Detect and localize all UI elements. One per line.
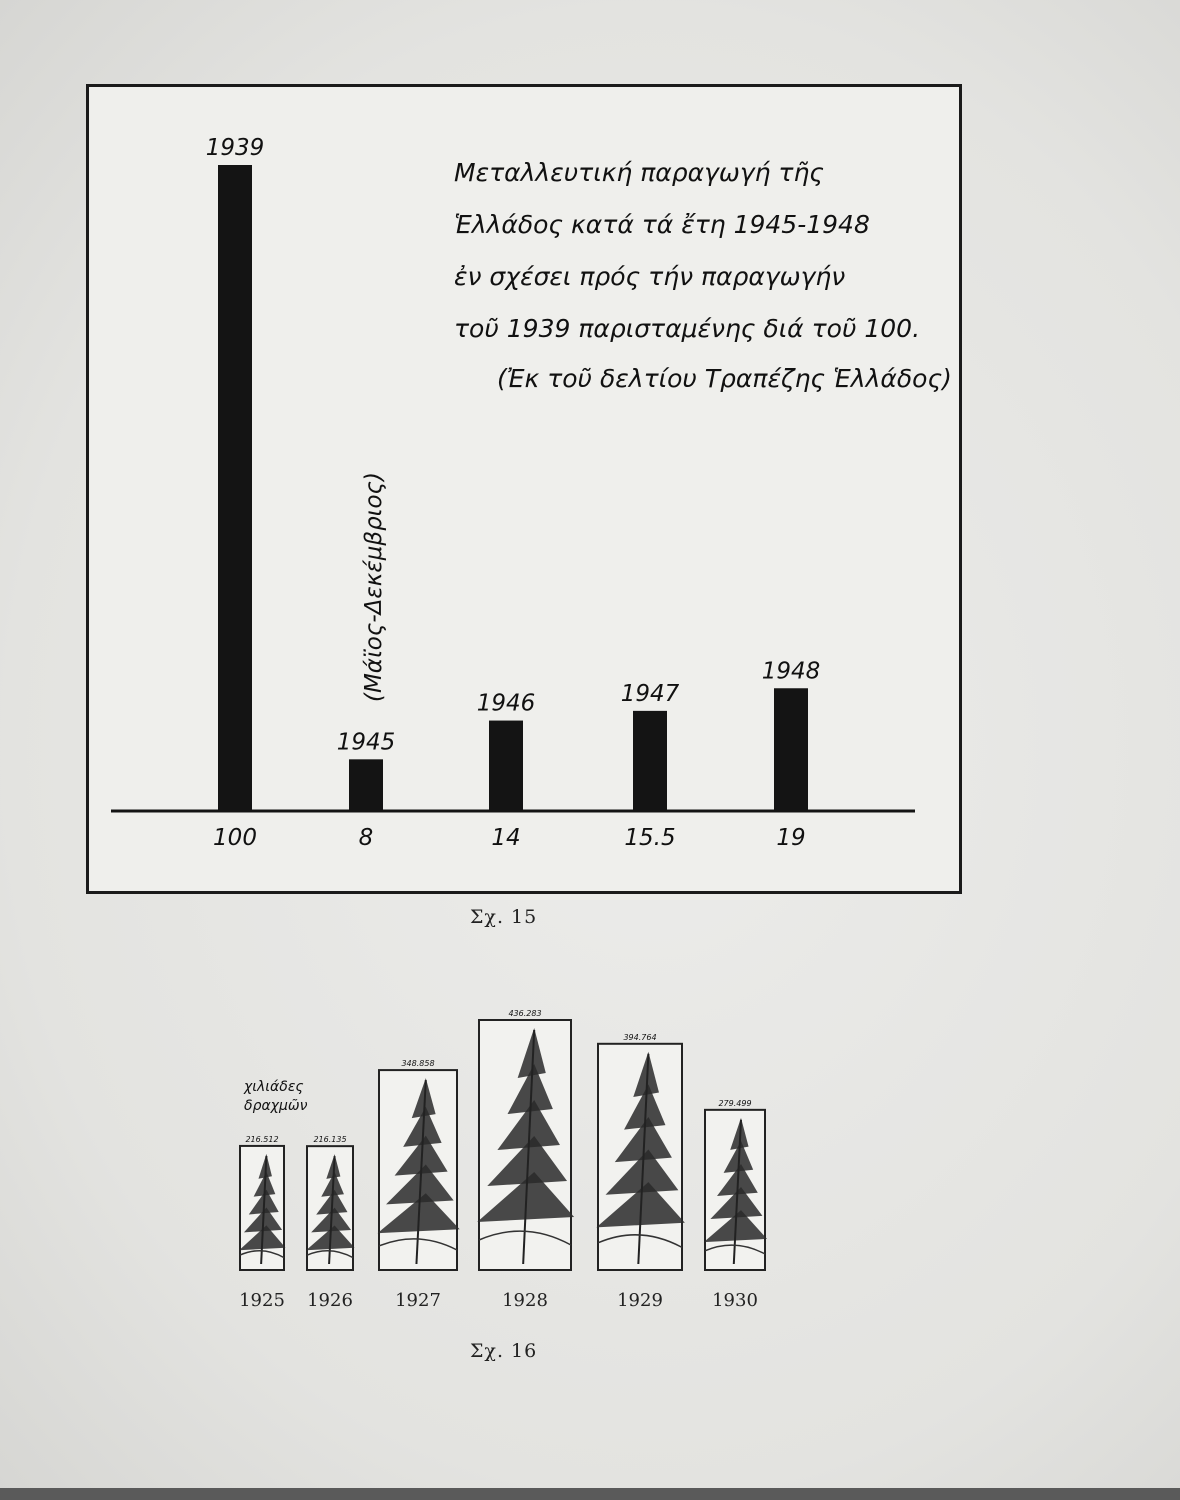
figure-15-frame xyxy=(86,84,962,894)
year-label-1930: 1930 xyxy=(712,1290,758,1311)
figure-16-caption: Σχ. 16 xyxy=(470,1340,538,1362)
chart-title-line-2: Ἑλλάδος κατά τά ἔτη 1945-1948 xyxy=(454,210,870,239)
annotation-may-december: (Μάϊος-Δεκέμβριος) xyxy=(361,471,387,703)
unit-label-line-2: δραχμῶν xyxy=(244,1098,308,1114)
year-label-1928: 1928 xyxy=(502,1290,548,1311)
year-label-1947: 1947 xyxy=(620,680,680,707)
year-label-1946: 1946 xyxy=(476,690,536,717)
year-label-1927: 1927 xyxy=(395,1290,441,1311)
unit-label-line-1: χιλιάδες xyxy=(244,1079,304,1095)
chart-title-line-4: τοῦ 1939 παρισταμένης διά τοῦ 100. xyxy=(454,314,921,343)
value-label-1927: 348.858 xyxy=(401,1059,435,1069)
chart-title-line-1: Μεταλλευτική παραγωγή τῆς xyxy=(454,158,824,187)
value-label-1939: 100 xyxy=(213,825,257,851)
value-label-1948: 19 xyxy=(776,825,806,851)
value-label-1945: 8 xyxy=(358,825,374,851)
value-label-1930: 279.499 xyxy=(718,1098,752,1108)
page-bottom-edge xyxy=(0,1488,1180,1500)
value-label-1925: 216.512 xyxy=(245,1134,279,1144)
value-label-1947: 15.5 xyxy=(624,825,676,851)
value-label-1929: 394.764 xyxy=(623,1032,657,1042)
value-label-1946: 14 xyxy=(491,825,521,851)
figure-15-chart xyxy=(89,87,959,891)
bar-1945 xyxy=(349,759,383,811)
bar-1939 xyxy=(218,165,252,811)
year-label-1929: 1929 xyxy=(617,1290,663,1311)
year-label-1948: 1948 xyxy=(761,658,821,685)
chart-title-line-3: ἐν σχέσει πρός τήν παραγωγήν xyxy=(454,262,846,291)
bar-1948 xyxy=(774,688,808,811)
year-label-1939: 1939 xyxy=(205,135,265,161)
value-label-1926: 216.135 xyxy=(313,1135,347,1145)
chart-title-line-5: (Ἐκ τοῦ δελτίου Τραπέζης Ἑλλάδος) xyxy=(497,364,952,393)
bar-1946 xyxy=(489,721,523,811)
value-label-1928: 436.283 xyxy=(508,1009,542,1018)
year-label-1925: 1925 xyxy=(239,1290,285,1311)
figure-15-caption: Σχ. 15 xyxy=(470,906,538,928)
bar-1947 xyxy=(633,711,667,811)
year-label-1926: 1926 xyxy=(307,1290,353,1311)
year-label-1945: 1945 xyxy=(336,729,396,756)
